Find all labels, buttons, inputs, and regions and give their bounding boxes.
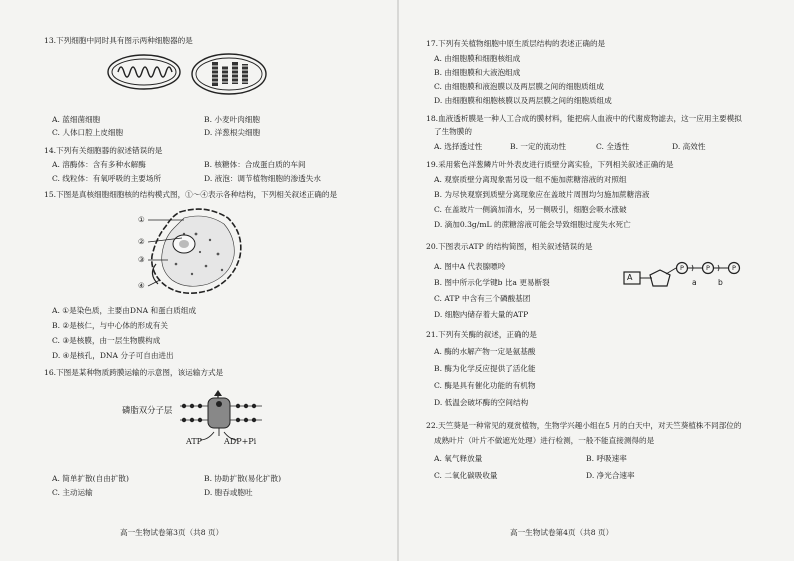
q15-option-d: D. ④是核孔，DNA 分子可自由进出 <box>52 351 174 360</box>
q16-option-b: B. 协助扩散(易化扩散) <box>204 474 282 483</box>
q18-option-b: B. 一定的流动性 <box>510 142 566 151</box>
nucleus-label-lines <box>148 216 208 291</box>
q17-stem: 17.下列有关植物细胞中原生质层结构的表述正确的是 <box>426 39 606 48</box>
q20-option-b: B. 图中所示化学键b 比a 更易断裂 <box>434 278 550 287</box>
q16-option-d: D. 胞吞或胞吐 <box>204 488 253 497</box>
q15-label-3: ③ <box>138 255 145 264</box>
q15-stem: 15.下图是真核细胞细胞核的结构模式图，①～④表示各种结构，下列相关叙述正确的是 <box>44 190 338 199</box>
atp-bond-b-label: b <box>718 278 723 287</box>
q21-stem: 21.下列有关酶的叙述，正确的是 <box>426 330 537 339</box>
atp-phosphate-1-label: P <box>680 264 684 272</box>
q14-stem: 14.下列有关细胞器的叙述错误的是 <box>44 146 163 155</box>
q14-option-a: A. 溶酶体：含有多种水解酶 <box>52 160 146 169</box>
q22-option-b: B. 呼吸速率 <box>586 454 627 463</box>
q22-option-d: D. 净光合速率 <box>586 471 635 480</box>
q16-option-a: A. 简单扩散(自由扩散) <box>52 474 129 483</box>
q22-stem-line2: 成熟叶片（叶片不做遮光处理）进行检测，一般不能直接测得的是 <box>434 436 655 445</box>
atp-adenine-label: A <box>627 273 633 282</box>
q13-option-d: D. 洋葱根尖细胞 <box>204 128 261 137</box>
q15-label-1: ① <box>138 215 145 224</box>
q13-option-a: A. 蓝细菌细胞 <box>52 115 101 124</box>
q15-label-2: ② <box>138 237 145 246</box>
q20-option-a: A. 图中A 代表腺嘌呤 <box>434 262 506 271</box>
q21-option-b: B. 酶为化学反应提供了活化能 <box>434 364 536 373</box>
q20-option-d: D. 细胞内储存着大量的ATP <box>434 310 529 319</box>
q14-option-b: B. 核糖体：合成蛋白质的车间 <box>204 160 306 169</box>
q19-option-c: C. 在盖玻片一侧滴加清水，另一侧吸引，细胞会吸水涨破 <box>434 205 627 214</box>
mitochondrion-figure <box>106 52 182 92</box>
q16-adp-label: ADP+Pi <box>224 437 257 446</box>
q15-label-4: ④ <box>138 281 145 290</box>
q15-option-b: B. ②是核仁，与中心体的形成有关 <box>52 321 168 330</box>
chloroplast-figure <box>190 52 268 96</box>
q18-option-c: C. 全透性 <box>596 142 630 151</box>
q14-option-d: D. 液泡：调节植物细胞的渗透失水 <box>204 174 321 183</box>
q21-option-d: D. 低温会破坏酶的空间结构 <box>434 398 529 407</box>
q19-stem: 19.采用紫色洋葱鳞片叶外表皮进行质壁分离实验，下列相关叙述正确的是 <box>426 160 674 169</box>
q16-membrane-label: 磷脂双分子层 <box>122 405 173 415</box>
q21-option-c: C. 酶是具有催化功能的有机物 <box>434 381 536 390</box>
q22-stem-line1: 22.天竺葵是一种常见的观赏植物，生物学兴趣小组在5 月的白天中，对天竺葵植株不同部位的 <box>426 421 742 430</box>
right-page-footer: 高一生物试卷第4页（共8 页） <box>510 528 614 537</box>
q22-option-a: A. 氧气释放量 <box>434 454 483 463</box>
q21-option-a: A. 酶的水解产物一定是氨基酸 <box>434 347 536 356</box>
page-right <box>400 0 794 561</box>
atp-bond-a-label: a <box>692 278 697 287</box>
q17-option-b: B. 由细胞膜和大液泡组成 <box>434 68 521 77</box>
q17-option-c: C. 由细胞膜和液泡膜以及两层膜之间的细胞质组成 <box>434 82 604 91</box>
q16-stem: 16.下图是某种物质跨膜运输的示意图，该运输方式是 <box>44 368 224 377</box>
q20-option-c: C. ATP 中含有三个磷酸基团 <box>434 294 531 303</box>
q13-option-b: B. 小麦叶肉细胞 <box>204 115 260 124</box>
q13-option-c: C. 人体口腔上皮细胞 <box>52 128 124 137</box>
q16-option-c: C. 主动运输 <box>52 488 93 497</box>
q18-stem-line2: 了生物膜的 <box>434 127 472 136</box>
q19-option-d: D. 滴加0.3g/mL 的蔗糖溶液可能会导致细胞过度失水死亡 <box>434 220 631 229</box>
atp-phosphate-2-label: P <box>706 264 710 272</box>
q14-option-c: C. 线粒体：有氧呼吸的主要场所 <box>52 174 162 183</box>
q22-option-c: C. 二氧化碳吸收量 <box>434 471 498 480</box>
q18-option-d: D. 高效性 <box>672 142 706 151</box>
q16-atp-label: ATP <box>186 437 203 446</box>
q13-stem: 13.下列细胞中同时具有图示两种细胞器的是 <box>44 36 193 45</box>
left-page-footer: 高一生物试卷第3页（共8 页） <box>120 528 224 537</box>
q15-option-a: A. ①是染色质，主要由DNA 和蛋白质组成 <box>52 306 197 315</box>
q19-option-b: B. 为尽快观察到质壁分离现象应在盖玻片周围均匀施加蔗糖溶液 <box>434 190 650 199</box>
q20-stem: 20.下图表示ATP 的结构简图，相关叙述错误的是 <box>426 242 593 251</box>
atp-phosphate-3-label: P <box>732 264 736 272</box>
q18-stem-line1: 18.血液透析膜是一种人工合成的膜材料，能把病人血液中的代谢废物滤去，这一应用主要模拟 <box>426 114 742 123</box>
q17-option-a: A. 由细胞膜和细胞核组成 <box>434 54 521 63</box>
q19-option-a: A. 观察质壁分离现象需另设一组不施加蔗糖溶液的对照组 <box>434 175 627 184</box>
q17-option-d: D. 由细胞膜和细胞核膜以及两层膜之间的细胞质组成 <box>434 96 612 105</box>
q18-option-a: A. 选择透过性 <box>434 142 483 151</box>
q15-option-c: C. ③是核膜，由一层生物膜构成 <box>52 336 161 345</box>
